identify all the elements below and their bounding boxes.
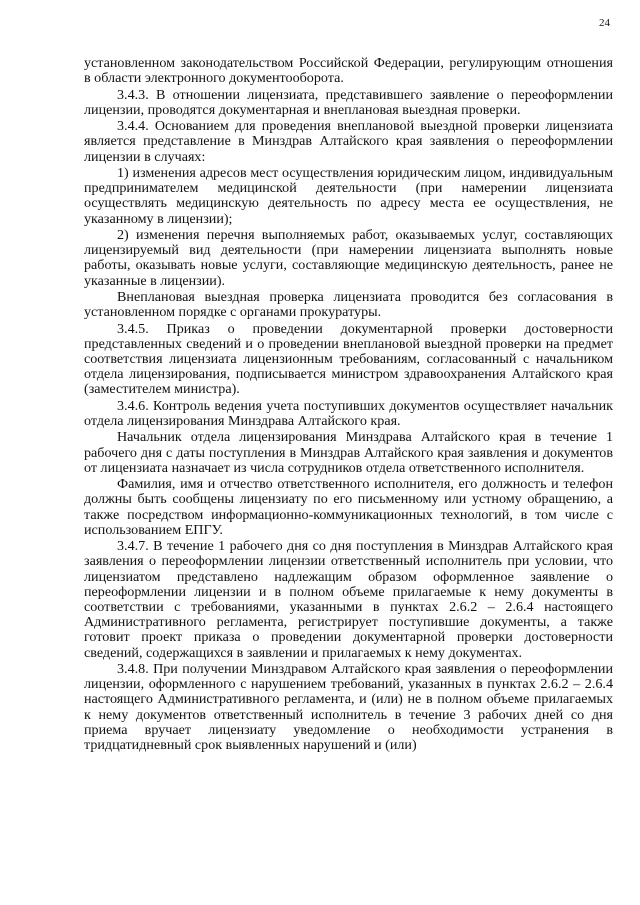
document-body [84, 56, 613, 754]
paragraph-department-head: Начальник отдела лицензирования Минздрава Алтайского края в течение 1 рабочего дня с даты поступления в Минздрав Алтайского края заявления и документов от лицензиата назначает из числа сотрудников отдела ответственного исполнителя. [84, 429, 613, 476]
paragraph-unscheduled-inspection: Внеплановая выездная проверка лицензиата проводится без согласования в установленном порядке с органами прокуратуры. [84, 288, 613, 321]
paragraph-continuation: установленном законодательством Российской Федерации, регулирующим отношения в области электронного документооборота. [84, 55, 613, 87]
paragraph-executor-contact: Фамилия, имя и отчество ответственного исполнителя, его должность и телефон должны быть сообщены лицензиату по его письменному или устному обращению, а также посредством информационно-коммуникационных технологий, в том числе с использованием ЕПГУ. [84, 476, 613, 538]
paragraph-3-4-6: 3.4.6. Контроль ведения учета поступивших документов осуществляет начальник отдела лицензирования Минздрава Алтайского края. [84, 397, 613, 429]
list-item-2: 2) изменения перечня выполняемых работ, оказываемых услуг, составляющих лицензируемый вид деятельности (при намерении лицензиата выполнять новые работы, оказывать новые услуги, составляющие медицинскую деятельность, ранее не указанные в лицензии). [84, 226, 613, 289]
paragraph-3-4-4: 3.4.4. Основанием для проведения внеплановой выездной проверки лицензиата является представление в Минздрав Алтайского края заявления о переоформлении лицензии в случаях: [84, 118, 613, 165]
paragraph-3-4-3: 3.4.3. В отношении лицензиата, представившего заявление о переоформлении лицензии, проводятся документарная и внеплановая выездная проверки. [84, 86, 613, 118]
paragraph-3-4-7: 3.4.7. В течение 1 рабочего дня со дня поступления в Минздрав Алтайского края заявления о переоформлении лицензии ответственный исполнитель при условии, что лицензиатом представлено надлежащим образом оформленное заявление о переоформлении лицензии и в полном объеме прилагаемые к нему документы в соответствии с требованиями, указанными в пунктах 2.6.2 – 2.6.4 настоящего Административного регламента, регистрирует поступившие документы, а также готовит проект приказа о проведении документарной проверки достоверности сведений, содержащихся в заявлении и прилагаемых к нему документах. [84, 538, 613, 661]
page-number: 24 [599, 17, 610, 29]
paragraph-3-4-8: 3.4.8. При получении Минздравом Алтайского края заявления о переоформлении лицензии, оформленного с нарушением требований, указанных в пунктах 2.6.2 – 2.6.4 настоящего Административного регламента, и (или) не в полном объеме прилагаемых к нему документов ответственный исполнитель в течение 3 рабочих дней со дня приема вручает лицензиату уведомление о необходимости устранения в тридцатидневный срок выявленных нарушений и (или) [84, 660, 613, 753]
list-item-1: 1) изменения адресов мест осуществления юридическим лицом, индивидуальным предпринимателем медицинской деятельности (при намерении лицензиата осуществлять медицинскую деятельность по адресу места ее осуществления, не указанному в лицензии); [84, 164, 613, 227]
paragraph-3-4-5: 3.4.5. Приказ о проведении документарной проверки достоверности представленных сведений и о проведении внеплановой выездной проверки на предмет соответствия лицензиата лицензионным требованиям, согласованный с начальником отдела лицензирования, подписывается министром здравоохранения Алтайского края (заместителем министра). [84, 320, 613, 398]
